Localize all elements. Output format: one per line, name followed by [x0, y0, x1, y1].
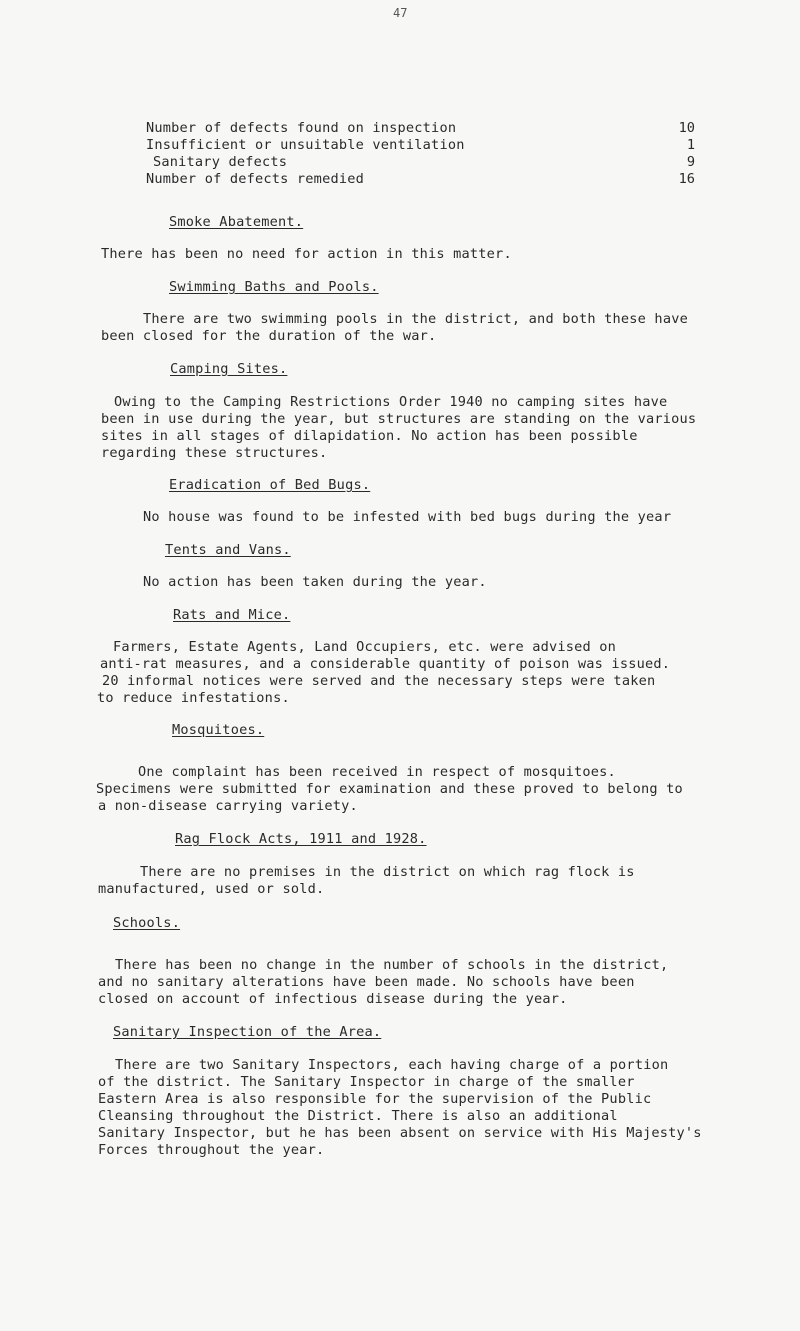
tents-text: No action has been taken during the year. — [143, 574, 487, 590]
inspection-line-1: of the district. The Sanitary Inspector in charge of the smaller — [98, 1074, 635, 1090]
swimming-line-0: There are two swimming pools in the district, and both these have — [143, 311, 688, 327]
page-mark: 47 — [393, 6, 408, 20]
schools-line-2: closed on account of infectious disease during the year. — [98, 991, 568, 1007]
bedbugs-text: No house was found to be infested with bed bugs during the year — [143, 509, 672, 525]
inspection-line-4: Sanitary Inspector, but he has been absent on service with His Majesty's — [98, 1125, 702, 1141]
inspection-line-5: Forces throughout the year. — [98, 1142, 325, 1158]
ragflock-line-0: There are no premises in the district on which rag flock is — [140, 864, 635, 880]
schools-heading: Schools. — [113, 915, 181, 931]
rats-heading: Rats and Mice. — [173, 607, 291, 623]
camping-line-2: sites in all stages of dilapidation. No action has been possible — [101, 428, 638, 444]
camping-heading: Camping Sites. — [170, 361, 288, 377]
schools-line-0: There has been no change in the number of schools in the district, — [115, 957, 669, 973]
mosquitoes-line-1: Specimens were submitted for examination and these proved to belong to — [96, 781, 683, 797]
schools-line-1: and no sanitary alterations have been made. No schools have been — [98, 974, 635, 990]
rats-line-0: Farmers, Estate Agents, Land Occupiers, etc. were advised on — [113, 639, 617, 655]
tents-heading: Tents and Vans. — [165, 542, 291, 558]
mosquitoes-heading: Mosquitoes. — [172, 722, 265, 738]
defects-value-0: 10 — [678, 120, 695, 136]
rats-line-2: 20 informal notices were served and the necessary steps were taken — [102, 673, 656, 689]
mosquitoes-line-0: One complaint has been received in respect of mosquitoes. — [138, 764, 616, 780]
ragflock-line-1: manufactured, used or sold. — [98, 881, 325, 897]
inspection-heading: Sanitary Inspection of the Area. — [113, 1024, 382, 1040]
defects-value-3: 16 — [678, 171, 695, 187]
defects-label-3: Number of defects remedied — [146, 171, 364, 187]
defects-value-2: 9 — [686, 154, 695, 170]
rats-line-3: to reduce infestations. — [97, 690, 290, 706]
smoke-text: There has been no need for action in this matter. — [101, 246, 512, 262]
defects-label-2: Sanitary defects — [153, 154, 288, 170]
defects-label-0: Number of defects found on inspection — [146, 120, 457, 136]
defects-label-1: Insufficient or unsuitable ventilation — [146, 137, 465, 153]
ragflock-heading: Rag Flock Acts, 1911 and 1928. — [175, 831, 427, 847]
rats-line-1: anti-rat measures, and a considerable quantity of poison was issued. — [100, 656, 671, 672]
inspection-line-0: There are two Sanitary Inspectors, each having charge of a portion — [115, 1057, 669, 1073]
camping-line-3: regarding these structures. — [101, 445, 328, 461]
smoke-heading: Smoke Abatement. — [169, 214, 304, 230]
swimming-heading: Swimming Baths and Pools. — [169, 279, 379, 295]
inspection-line-3: Cleansing throughout the District. There is also an additional — [98, 1108, 618, 1124]
inspection-line-2: Eastern Area is also responsible for the supervision of the Public — [98, 1091, 652, 1107]
bedbugs-heading: Eradication of Bed Bugs. — [169, 477, 371, 493]
defects-value-1: 1 — [686, 137, 695, 153]
mosquitoes-line-2: a non-disease carrying variety. — [98, 798, 358, 814]
camping-line-0: Owing to the Camping Restrictions Order 1940 no camping sites have — [114, 394, 668, 410]
camping-line-1: been in use during the year, but structures are standing on the various — [101, 411, 697, 427]
swimming-line-1: been closed for the duration of the war. — [101, 328, 437, 344]
